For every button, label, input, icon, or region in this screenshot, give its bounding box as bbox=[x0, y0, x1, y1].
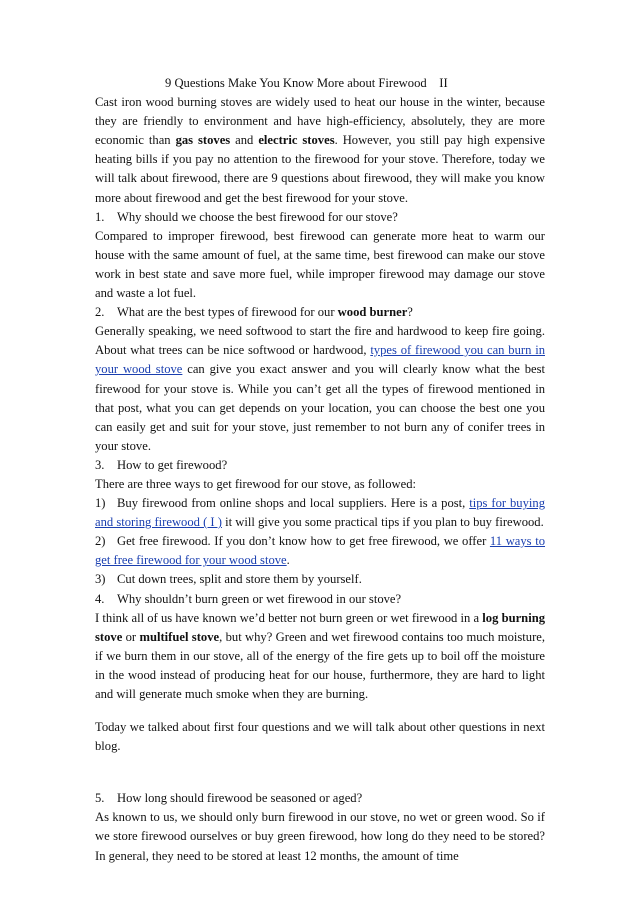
firewood-types-link[interactable]: types of firewood you can burn in your wood stove bbox=[95, 343, 545, 377]
log-burning-stove-term: log burning stove bbox=[95, 610, 545, 644]
question-1: 1. Why should we choose the best firewood for our stove? bbox=[95, 209, 398, 224]
answer-2: Generally speaking, we need softwood to start the fire and hardwood to keep fire going. About what trees can be nice softwood or hardwood, types of firewood you can burn in your wood stove can give you exact answer and you will clearly know what the best firewood for your stove is. While you can’t get all the types of firewood mentioned in that post, what you can get depends on your location, you can choose the best one you can easily get and suit for your stove, just remember to not burn any of conifer trees in your stove. bbox=[95, 324, 545, 453]
question-5: 5. How long should firewood be seasoned or aged? bbox=[95, 791, 363, 806]
free-firewood-link[interactable]: 11 ways to get free firewood for your wood stove bbox=[95, 534, 546, 568]
answer-1: Compared to improper firewood, best firewood can generate more heat to warm our house with the same amount of fuel, at the same time, best firewood can make our stove work in best state and save more fuel, while improper firewood may damage our stove and waste a lot fuel. bbox=[95, 228, 545, 301]
way-2: 2) Get free firewood. If you don’t know how to get free firewood, we offer 11 ways to get free firewood for your wood stove. bbox=[95, 534, 546, 568]
buying-storing-tips-link[interactable]: tips for buying and storing firewood ( I ) bbox=[95, 496, 545, 530]
answer-4: I think all of us have known we’d better not burn green or wet firewood in a log burning stove or multifuel stove, but why? Green and wet firewood contains too much moisture, if we burn them in our stove, all of the energy of the fire gets up to boil off the moisture in the wood instead of producing heat for our house, furthermore, they are hard to light and will generate much smoke when they are burning. bbox=[95, 610, 545, 701]
question-2: 2. What are the best types of firewood for our wood burner? bbox=[95, 305, 413, 320]
way-3: 3) Cut down trees, split and store them by yourself. bbox=[95, 572, 362, 587]
gas-stoves-term: gas stoves bbox=[175, 133, 231, 148]
intro-paragraph: Cast iron wood burning stoves are widely used to heat our house in the winter, because they are friendly to environment and have high-efficiency, absolutely, they are more economic than gas stoves and electric stoves. However, you still pay high expensive heating bills if you pay no attention to the firewood for your stove. Therefore, today we will talk about firewood, there are 9 questions about firewood, they will make you know more about firewood and get the best firewood for your stove. bbox=[95, 95, 546, 205]
document-page bbox=[95, 74, 545, 866]
wood-burner-term: wood burner bbox=[337, 305, 408, 320]
summary-paragraph: Today we talked about first four questions and we will talk about other questions in next blog. bbox=[95, 720, 545, 754]
multifuel-stove-term: multifuel stove bbox=[139, 629, 220, 644]
spacer bbox=[95, 704, 545, 718]
answer-3-lead: There are three ways to get firewood for our stove, as followed: bbox=[95, 476, 417, 491]
answer-5: As known to us, we should only burn firewood in our stove, no wet or green wood. So if we store firewood ourselves or buy green firewood, how long do they need to be stored? In general, they need to be stored at least 12 months, the amount of time bbox=[95, 810, 545, 863]
spacer bbox=[95, 756, 545, 789]
document-title: 9 Questions Make You Know More about Firewood II bbox=[165, 76, 448, 90]
electric-stoves-term: electric stoves bbox=[258, 133, 335, 148]
question-4: 4. Why shouldn’t burn green or wet firewood in our stove? bbox=[95, 591, 402, 606]
way-1: 1) Buy firewood from online shops and local suppliers. Here is a post, tips for buying and storing firewood ( I ) it will give you some practical tips if you plan to buy firewood. bbox=[95, 496, 545, 530]
question-3: 3. How to get firewood? bbox=[95, 457, 228, 472]
